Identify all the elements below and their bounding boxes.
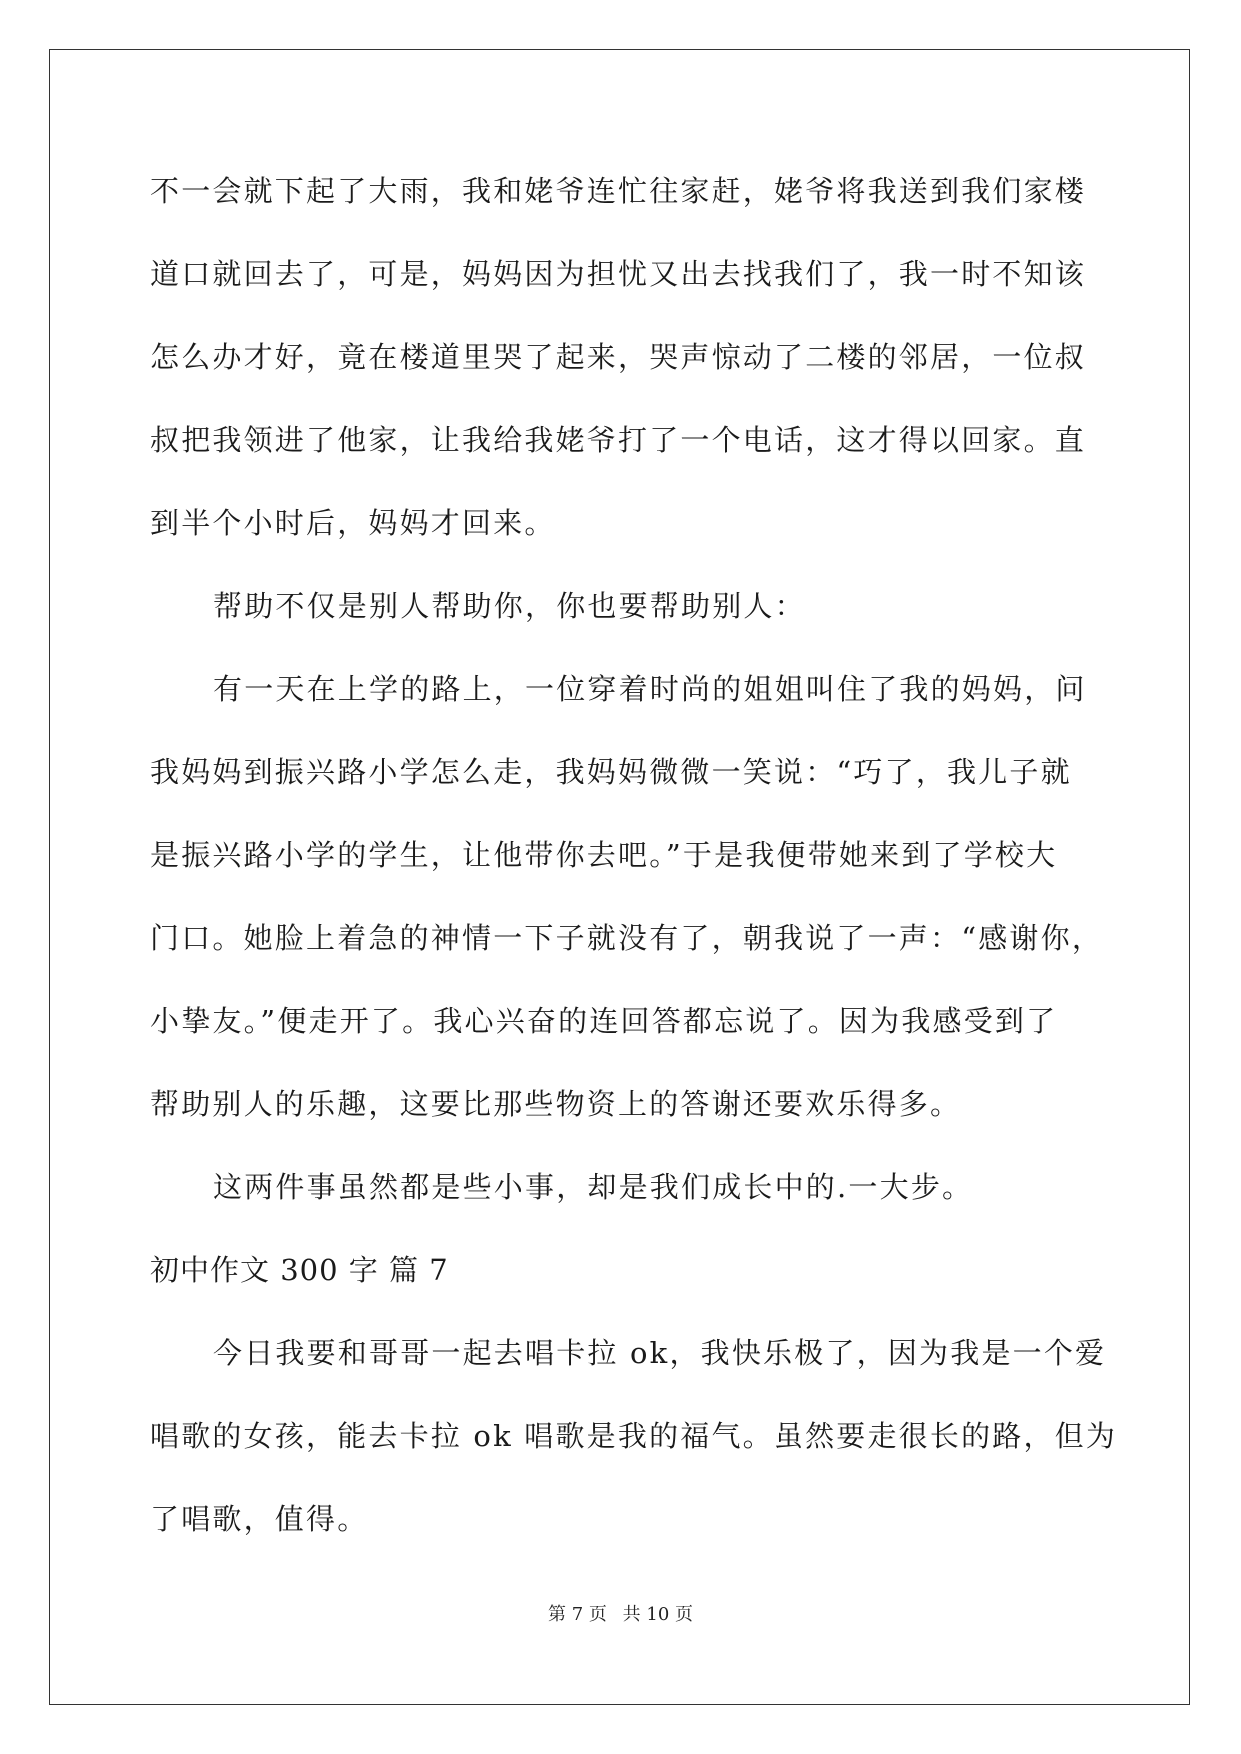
text-line: 帮助别人的乐趣，这要比那些物资上的答谢还要欢乐得多。 <box>150 1087 962 1121</box>
document-body <box>150 160 1118 1571</box>
text-line: 我妈妈到振兴路小学怎么走，我妈妈微微一笑说：“巧了，我儿子就 <box>150 755 1072 789</box>
text-line: 唱歌的女孩，能去卡拉 ok 唱歌是我的福气。虽然要走很长的路，但为 <box>150 1419 1118 1453</box>
text-line: 怎么办才好，竟在楼道里哭了起来，哭声惊动了二楼的邻居，一位叔 <box>150 340 1087 374</box>
text-line: 帮助不仅是别人帮助你，你也要帮助别人： <box>213 589 806 623</box>
text-line: 不一会就下起了大雨，我和姥爷连忙往家赶，姥爷将我送到我们家楼 <box>150 174 1087 208</box>
text-line: 到半个小时后，妈妈才回来。 <box>150 506 556 540</box>
text-line: 小挚友。”便走开了。我心兴奋的连回答都忘说了。因为我感受到了 <box>150 1004 1058 1038</box>
page-number: 第 7 页 <box>548 1604 607 1625</box>
text-line: 叔把我领进了他家，让我给我姥爷打了一个电话，这才得以回家。直 <box>150 423 1087 457</box>
page-footer <box>0 1600 1241 1626</box>
page-total: 共 10 页 <box>622 1604 693 1625</box>
section-heading: 初中作文 300 字 篇 7 <box>150 1253 449 1287</box>
text-line: 是振兴路小学的学生，让他带你去吧。”于是我便带她来到了学校大 <box>150 838 1058 872</box>
text-line: 道口就回去了，可是，妈妈因为担忧又出去找我们了，我一时不知该 <box>150 257 1087 291</box>
text-line: 门口。她脸上着急的神情一下子就没有了，朝我说了一声：“感谢你， <box>150 921 1104 955</box>
text-line: 这两件事虽然都是些小事，却是我们成长中的.一大步。 <box>213 1170 974 1204</box>
text-line: 了唱歌，值得。 <box>150 1502 369 1536</box>
text-line: 有一天在上学的路上，一位穿着时尚的姐姐叫住了我的妈妈，问 <box>213 672 1087 706</box>
text-line: 今日我要和哥哥一起去唱卡拉 ok，我快乐极了，因为我是一个爱 <box>213 1336 1107 1370</box>
